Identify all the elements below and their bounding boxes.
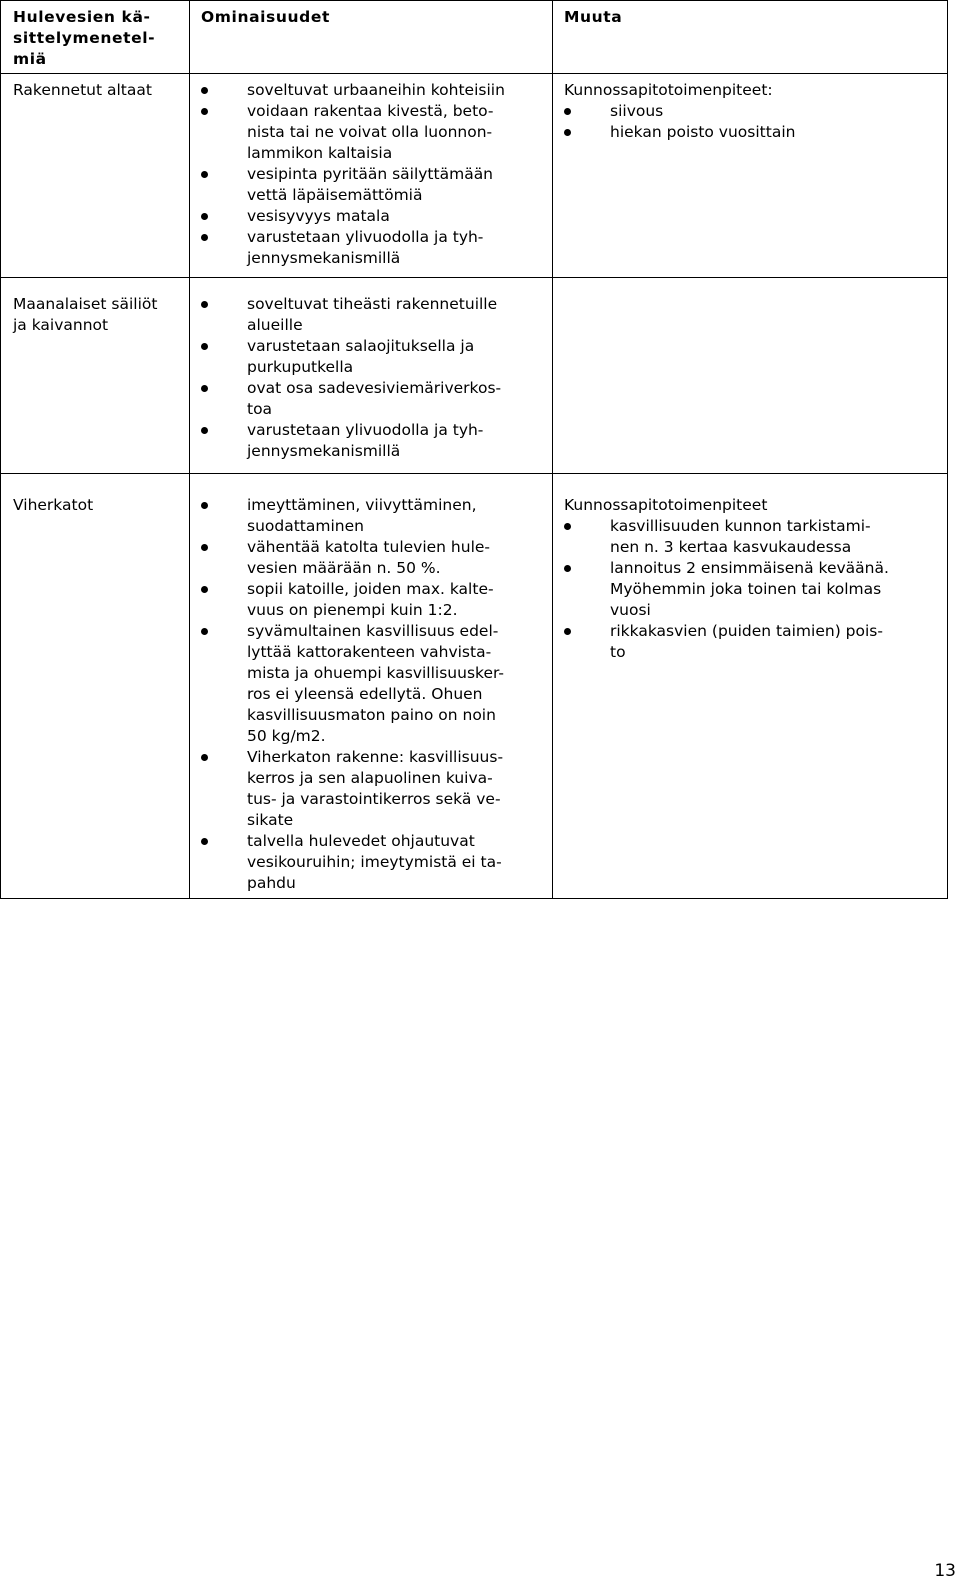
bullet-icon	[564, 129, 571, 136]
row-divider-2	[1, 473, 947, 474]
list-item: kasvillisuuden kunnon tarkistami- nen n. 3 kertaa kasvukaudessa	[564, 516, 889, 558]
list-item: rikkakasvien (puiden taimien) pois- to	[564, 621, 889, 663]
list-item: lannoitus 2 ensimmäisenä keväänä. Myöhemmin joka toinen tai kolmas vuosi	[564, 558, 889, 621]
bullet-icon	[564, 565, 571, 572]
list-item: soveltuvat tiheästi rakennetuille alueille	[201, 294, 501, 336]
list-item: voidaan rakentaa kivestä, beto- nista tai ne voivat olla luonnon- lammikon kaltaisia	[201, 101, 505, 164]
bullet-icon	[201, 301, 208, 308]
header-other: Muuta	[564, 8, 623, 26]
list-item: siivous	[564, 101, 795, 122]
bullet-icon	[564, 523, 571, 530]
maintenance-list	[564, 101, 795, 143]
list-item: sopii katoille, joiden max. kalte- vuus on pienempi kuin 1:2.	[201, 579, 504, 621]
list-item: ovat osa sadevesiviemäriverkos- toa	[201, 378, 501, 420]
maintenance-list	[564, 516, 889, 663]
maintenance-heading: Kunnossapitotoimenpiteet:	[564, 81, 773, 99]
bullet-icon	[201, 385, 208, 392]
bullet-icon	[201, 628, 208, 635]
maintenance-heading: Kunnossapitotoimenpiteet	[564, 496, 768, 514]
list-item: varustetaan salaojituksella ja purkuputkella	[201, 336, 501, 378]
row-name: Viherkatot	[13, 496, 94, 514]
header-divider	[1, 73, 947, 74]
bullet-icon	[201, 754, 208, 761]
list-item: vesipinta pyritään säilyttämään vettä läpäisemättömiä	[201, 164, 505, 206]
bullet-icon	[201, 838, 208, 845]
list-item: varustetaan ylivuodolla ja tyh- jennysmekanismillä	[201, 227, 505, 269]
feature-list	[201, 294, 501, 462]
list-item: imeyttäminen, viivyttäminen, suodattaminen	[201, 495, 504, 537]
bullet-icon	[564, 108, 571, 115]
bullet-icon	[201, 544, 208, 551]
list-item: syvämultainen kasvillisuus edel- lyttää kattorakenteen vahvista- mista ja ohuempi kasvillisuusker- ros ei yleensä edellytä. Ohuen kasvillisuusmaton paino on noin 50 kg/m2.	[201, 621, 504, 747]
list-item: soveltuvat urbaaneihin kohteisiin	[201, 80, 505, 101]
feature-list	[201, 495, 504, 894]
bullet-icon	[201, 343, 208, 350]
header-method: Hulevesien kä- sittelymenetel- miä	[13, 8, 156, 68]
list-item: hiekan poisto vuosittain	[564, 122, 795, 143]
feature-list	[201, 80, 505, 269]
list-item: Viherkaton rakenne: kasvillisuus- kerros ja sen alapuolinen kuiva- tus- ja varastointikerros sekä ve- sikate	[201, 747, 504, 831]
column-divider-2	[552, 1, 553, 898]
header-features: Ominaisuudet	[201, 8, 330, 26]
list-item: vesisyvyys matala	[201, 206, 505, 227]
bullet-icon	[201, 213, 208, 220]
bullet-icon	[201, 108, 208, 115]
page-number: 13	[934, 1561, 956, 1581]
bullet-icon	[201, 427, 208, 434]
row-name: Maanalaiset säiliöt ja kaivannot	[13, 295, 158, 334]
column-divider-1	[189, 1, 190, 898]
bullet-icon	[201, 586, 208, 593]
bullet-icon	[201, 502, 208, 509]
row-name: Rakennetut altaat	[13, 81, 152, 99]
row-divider-1	[1, 277, 947, 278]
list-item: vähentää katolta tulevien hule- vesien määrään n. 50 %.	[201, 537, 504, 579]
list-item: varustetaan ylivuodolla ja tyh- jennysmekanismillä	[201, 420, 501, 462]
bullet-icon	[201, 234, 208, 241]
bullet-icon	[201, 87, 208, 94]
bullet-icon	[564, 628, 571, 635]
list-item: talvella hulevedet ohjautuvat vesikouruihin; imeytymistä ei ta- pahdu	[201, 831, 504, 894]
bullet-icon	[201, 171, 208, 178]
